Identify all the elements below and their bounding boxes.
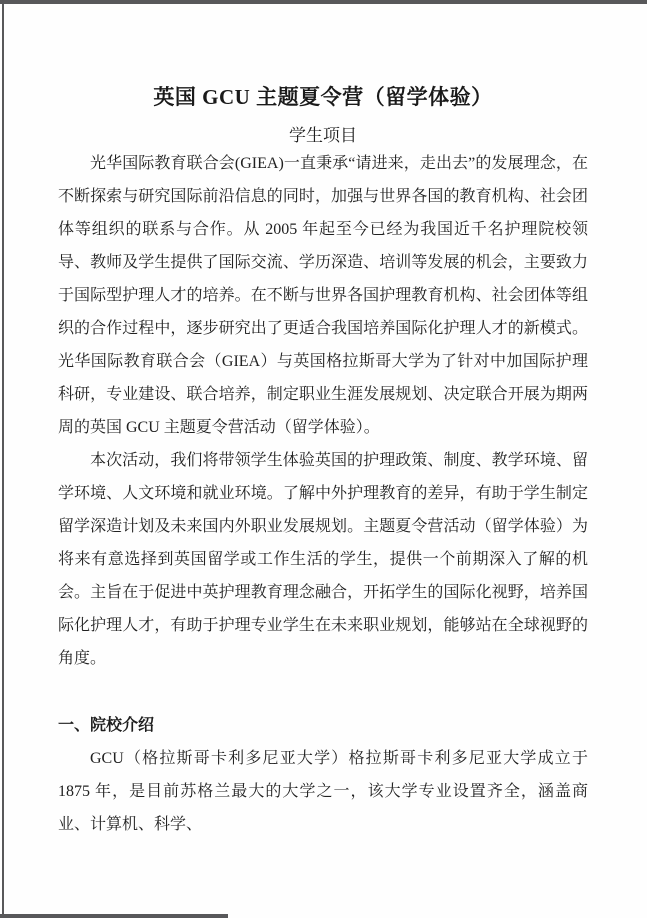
- school-intro-paragraph: GCU（格拉斯哥卡利多尼亚大学）格拉斯哥卡利多尼亚大学成立于 1875 年，是目前苏格兰最大的大学之一，该大学专业设置齐全，涵盖商业、计算机、科学、: [58, 750, 588, 833]
- document-title: 英国 GCU 主题夏令营（留学体验）: [153, 85, 493, 109]
- section-heading-school-intro: 一、院校介绍: [58, 717, 155, 734]
- intro-paragraph: 光华国际教育联合会(GIEA)一直秉承“请进来，走出去”的发展理念，在不断探索与研究国际前沿信息的同时，加强与世界各国的教育机构、社会团体等组织的联系与合作。从 2005 年起至今已经为我国近千名护理院校领导、教师及学生提供了国际交流、学历深造、培训等发展的机会，主要致力于国际型护理人才的培养。在不断与世界各国护理教育机构、社会团体等组织的合作过程中，逐步研究出了更适合我国培养国际化护理人才的新模式。光华国际教育联合会（GIEA）与英国格拉斯哥大学为了针对中加国际护理科研，专业建设、联合培养，制定职业生涯发展规划、决定联合开展为期两周的英国 GCU 主题夏令营活动（留学体验）。: [58, 155, 588, 436]
- document-subtitle: 学生项目: [289, 126, 357, 145]
- scan-edge-bottom-left: [0, 914, 228, 918]
- activity-paragraph: 本次活动，我们将带领学生体验英国的护理政策、制度、教学环境、留学环境、人文环境和就业环境。了解中外护理教育的差异，有助于学生制定留学深造计划及未来国内外职业发展规划。主题夏令营活动（留学体验）为将来有意选择到英国留学或工作生活的学生，提供一个前期深入了解的机会。主旨在于促进中英护理教育理念融合，开拓学生的国际化视野，培养国际化护理人才，有助于护理专业学生在未来职业规划，能够站在全球视野的角度。: [58, 452, 588, 667]
- scan-edge-left: [2, 3, 4, 918]
- document-content: [58, 0, 588, 841]
